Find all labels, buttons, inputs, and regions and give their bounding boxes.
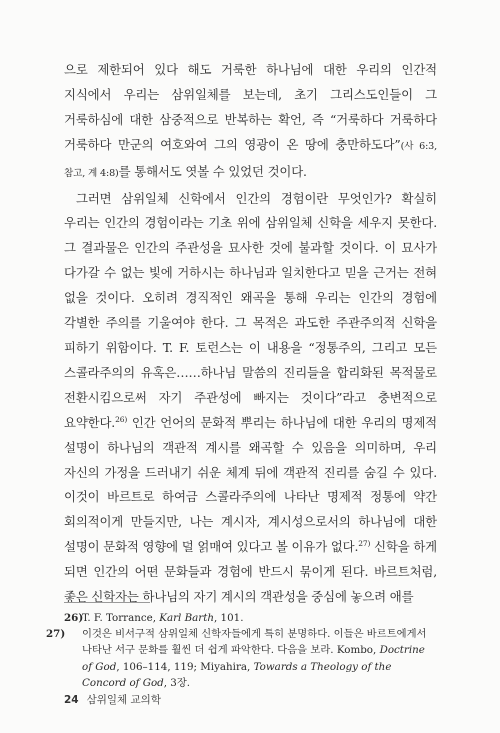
footnote-26-text-a: T. F. Torrance, [82, 612, 160, 624]
footnote-27-title-2: Towards a Theology of the Concord of God [82, 660, 392, 689]
page-footer [64, 692, 161, 707]
paragraph-1 [64, 58, 437, 187]
paragraph-1-text-a: 으로 제한되어 있다 해도 거룩한 하나님에 대한 우리의 인간적 지식에서 우리는 삼위일체를 보는데, 초기 그리스도인들이 그 거룩하심에 대한 삼중적으로 반복하는 확언, 즉 “거룩하다 거룩하다 거룩하다 만군의 여호와여 그의 영광이 온 땅에 충만하도다” [64, 62, 437, 152]
running-title: 삼위일체 교의학 [86, 694, 161, 706]
footnote-27-text-a: 이것은 비서구적 삼위일체 신학자들에게 특히 분명하다. 이들은 바르트에게서 나타난 서구 문화를 훨씬 더 쉽게 파악한다. 다음을 보라. Kombo, [82, 628, 427, 657]
paragraph-2-text-a: 그러면 삼위일체 신학에서 인간의 경험이란 무엇인가? 확실히 우리는 인간의 경험이라는 기초 위에 삼위일체 신학을 세우지 못한다. 그 결과물은 인간의 주관성을 묘사한 것에 불과할 것이다. 이 묘사가 다가갈 수 없는 빛에 거하시는 하나님과 일치한다고 믿을 근거는 전혀 없을 것이다. 오히려 경직적인 왜곡을 통해 우리는 인간의 경험에 각별한 주의를 기울여야 한다. 그 목적은 과도한 주관주의적 신학을 피하기 위함이다. T. F. 토런스는 이 내용을 “정통주의, 그리고 모든 스콜라주의의 유혹은……하나님 말씀의 진리들을 합리화된 목적물로 전환시킴으로써 자기 주관성에 빠지는 것이다”라고 충변적으로 요약한다. [64, 190, 437, 430]
footnote-divider [64, 602, 150, 603]
footnote-27-text-c: , 3장. [163, 676, 191, 689]
footnote-27 [46, 626, 437, 691]
footnote-26-title: Karl Barth [159, 612, 214, 624]
scripture-reference: (사 6:3, 참고, 계 4:8) [64, 140, 437, 179]
paragraph-2-text-b: 인간 언어의 문화적 뿌리는 하나님에 대한 우리의 명제적 설명이 하나님의 객관적 계시를 왜곡할 수 있음을 의미하며, 우리 자신의 가정을 드러내기 쉬운 체계 뒤에 객관적 진리를 숨길 수 있다. 이것이 바르트로 하여금 스콜라주의에 나타난 명제적 정통에 약간 회의적이게 만들지만, 나는 계시자, 계시성으로서의 하나님에 대한 설명이 문화적 영향에 덜 얽매여 있다고 볼 이유가 없다. [64, 414, 437, 555]
footnote-26-text-b: , 101. [214, 612, 244, 624]
footnotes [46, 610, 437, 691]
paragraph-1-text-b: 를 통해서도 엿볼 수 있었던 것이다. [118, 163, 307, 179]
footnote-number: 26) [64, 612, 84, 624]
paragraph-2-text-c: 신학을 하게 되면 인간의 어떤 문화들과 경험에 반드시 묶이게 된다. 바르트처럼, 좋은 신학자는 하나님의 자기 계시의 객관성을 중심에 놓으려 애를 [64, 539, 437, 605]
footnote-number: 27) [46, 628, 66, 641]
main-text [64, 58, 437, 610]
footnote-ref-27[interactable]: 27) [358, 539, 371, 549]
page-number: 24 [64, 694, 79, 706]
footnote-27-title-1: Doctrine of God [82, 644, 425, 673]
footnote-ref-26[interactable]: 26) [115, 414, 128, 424]
footnote-26 [64, 610, 437, 626]
footnote-27-text-b: , 106–114, 119; Miyahira, [116, 660, 254, 673]
paragraph-2 [64, 187, 437, 610]
